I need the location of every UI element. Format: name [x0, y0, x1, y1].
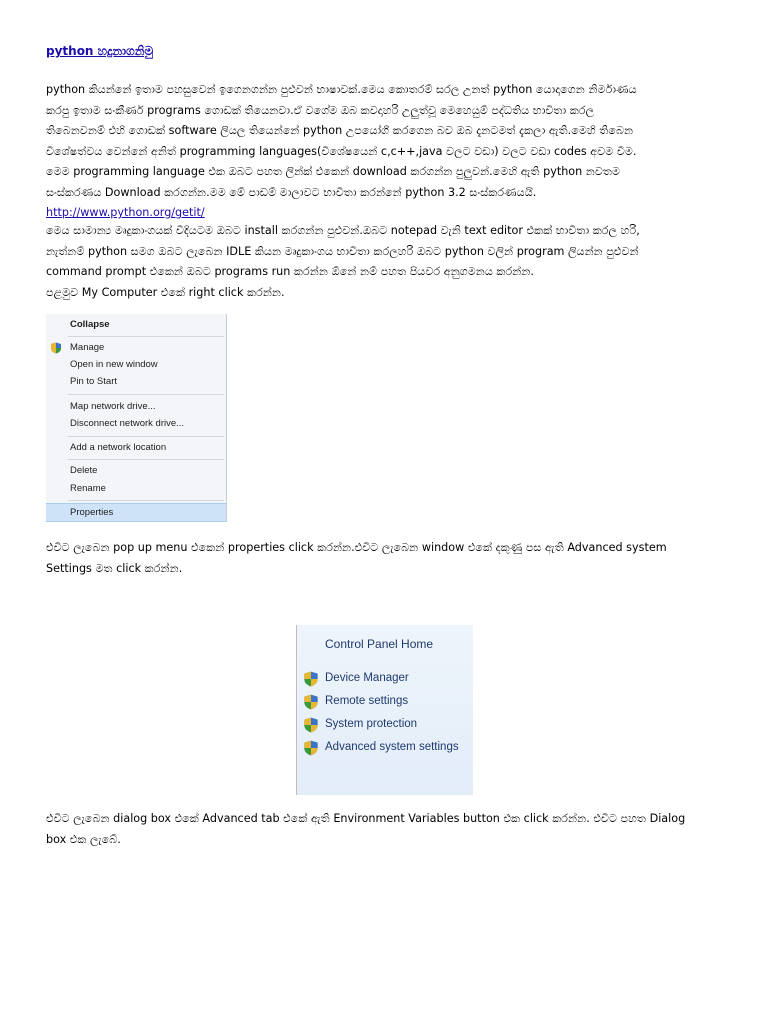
text-line: විශේෂත්වය වෙන්නේ අනිත් programming languages(විශේෂයෙන් c,c++,java වලට වඩා) වලට වඩා codes අවම වීම. — [46, 144, 637, 158]
shield-icon — [50, 342, 62, 354]
menu-separator — [68, 394, 224, 395]
menu-item-pin-to-start[interactable]: Pin to Start — [70, 376, 117, 387]
control-panel-home-link[interactable]: Control Panel Home — [325, 637, 434, 651]
menu-item-properties[interactable]: Properties — [46, 503, 226, 522]
properties-paragraph — [46, 538, 726, 579]
menu-item-map-network-drive[interactable]: Map network drive... — [70, 401, 156, 412]
menu-item-manage[interactable]: Manage — [46, 339, 226, 357]
page-title[interactable]: python හදුනාගනිමු — [46, 44, 154, 58]
control-panel-screenshot: Control Panel Home Device Manager Remote settings System protection Advanced system settings — [296, 625, 473, 795]
menu-item-collapse[interactable]: Collapse — [70, 319, 110, 330]
text-line: python කියන්නේ ඉතාම පහසුවෙන් ඉගෙනගන්න පුළුවන් භාෂාවක්.මෙය කොතරම් සරල උනත් python යොදාගෙන නිර්මාණය — [46, 83, 637, 96]
text-line: box එක ලැබේ. — [46, 832, 121, 846]
intro-paragraph — [46, 80, 726, 224]
shield-icon — [303, 717, 319, 733]
menu-item-disconnect-network-drive[interactable]: Disconnect network drive... — [70, 418, 185, 429]
menu-item-rename[interactable]: Rename — [70, 483, 106, 494]
context-menu-screenshot — [46, 314, 227, 522]
text-line: නැත්නම් python සමග ඔබට ලැබෙන IDLE කියන මෘදුකාංගය භාවිතා කරලහරි ඔබට python වලින් program ලියන්න පුළුවන් — [46, 244, 639, 258]
shield-icon — [303, 694, 319, 710]
text-line: command prompt එකෙන් ඔබට programs run කරන්න ඕනේ නම් පහත පියවර අනුගමනය කරන්න. — [46, 265, 534, 278]
shield-icon — [303, 740, 319, 756]
text-line: Settings මත click කරන්න. — [46, 561, 183, 575]
install-paragraph — [46, 221, 726, 303]
text-line: මෙම programming language එක ඔබට පහත ලින්ක් එකෙන් download කරගන්න පුලුවන්.මෙහි ඇති python නවතම — [46, 165, 621, 178]
menu-item-add-network-location[interactable]: Add a network location — [70, 442, 167, 453]
menu-item-delete[interactable]: Delete — [70, 465, 98, 476]
text-line: පළමුව My Computer එකේ right click කරන්න. — [46, 285, 285, 299]
text-line: කරපු ඉතාම සංකීර්ණ programs ගොඩක් තියෙනවා.ඒ වගේම ඔබ කවදාහරි උලුත්වූ මෙහෙයුම් පද්ධතිය භාවිතා කරල — [46, 103, 595, 117]
menu-separator — [68, 459, 224, 460]
shield-icon — [303, 671, 319, 687]
text-line: තිබෙනවනම් එහි ගොඩක් software ලියල තියෙන්නේ python උපයෝගී කරගෙන බව ඔබ දැනටමත් දැකලා ඇති.මෙහි තිබෙන — [46, 124, 634, 137]
text-line: මෙය සාමාන්‍ය මෘදුකාංගයක් විදියටම ඔබට install කරගන්න පුළුවන්.ඔබට notepad වැනි text editor එකක් භාවිතා කරල හරි, — [46, 224, 640, 237]
dialog-paragraph — [46, 809, 726, 850]
text-line: සංස්කරණය Download කරගන්න.මම මේ පාඩම් මාලාවට භාවිතා කරන්නේ python 3.2 සංස්කරණයයි. — [46, 185, 537, 199]
menu-separator — [68, 436, 224, 437]
text-line: එවිට ලැබෙන dialog box එකේ Advanced tab එකේ ඇති Environment Variables button එක click කරන්න. එවිට පහත Dialog — [46, 812, 686, 825]
text-line: එවිට ලැබෙන pop up menu එකෙන් properties click කරන්න.එවිට ලැබෙන window එකේ දකුණු පස ඇති Advanced system — [46, 541, 667, 554]
menu-separator — [68, 500, 224, 501]
menu-item-open-new-window[interactable]: Open in new window — [70, 359, 158, 370]
python-download-link[interactable]: http://www.python.org/getit/ — [46, 206, 205, 219]
menu-separator — [68, 336, 224, 337]
